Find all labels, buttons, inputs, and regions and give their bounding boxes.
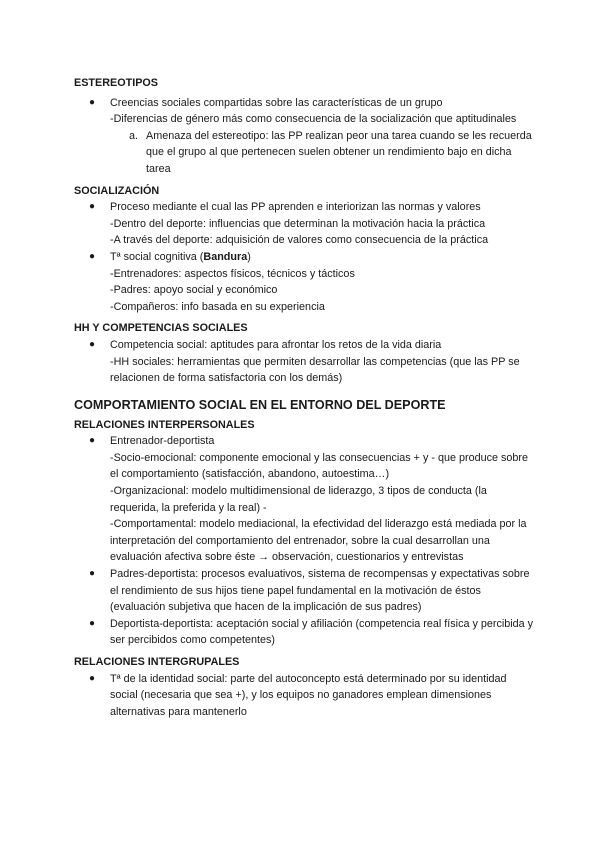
list-line: -Dentro del deporte: influencias que determinan la motivación hacia la práctica [110,217,486,230]
list-item [74,433,534,450]
list-item-text: Padres-deportista: procesos evaluativos, sistema de recompensas y expectativas sobre el rendimiento de sus hijos tiene papel fundamental en la motivación de éstos (evaluación subjetiva que hacen de la implicación de sus padres) [110,568,530,614]
sub-list-item [74,128,534,178]
heading-relaciones-interpersonales: RELACIONES INTERPERSONALES [74,418,255,431]
list-item [74,337,534,354]
list-item-text: Competencia social: aptitudes para afrontar los retos de la vida diaria [110,338,442,351]
heading-estereotipos: ESTEREOTIPOS [74,77,158,89]
list-item-text-bold: Bandura [203,250,248,263]
list-line: -Organizacional: modelo multidimensional de liderazgo, 3 tipos de conducta (la requerida, la preferida y la real) - [110,485,487,514]
bullet-icon: ● [89,435,96,447]
list-item-text: Creencias sociales compartidas sobre las características de un grupo [110,96,443,109]
heading-relaciones-intergrupales: RELACIONES INTERGRUPALES [74,656,240,668]
heading-socializacion: SOCIALIZACIÓN [74,184,160,197]
list-item [74,671,534,721]
list-item [74,199,534,216]
heading-hh-competencias: HH Y COMPETENCIAS SOCIALES [74,322,248,335]
list-line: -Diferencias de género más como consecuencia de la socialización que aptitudinales [110,113,517,126]
document-content [74,75,534,720]
list-item-text-post: ) [247,250,251,263]
bullet-icon: ● [89,96,96,108]
bullet-icon: ● [89,201,96,213]
bullet-icon: ● [89,250,96,262]
list-line: -Entrenadores: aspectos físicos, técnicos y tácticos [110,267,355,280]
list-line: -A través del deporte: adquisición de valores como consecuencia de la práctica [110,234,489,247]
sub-list-text: Amenaza del estereotipo: las PP realizan peor una tarea cuando se les recuerda que el grupo al que pertenecen suelen obtener un rendimiento bajo en dicha tarea [146,129,532,175]
list-item [74,566,534,616]
list-line: -Socio-emocional: componente emocional y las consecuencias + y - que produce sobre el comportamiento (satisfacción, abandono, autoestima…) [110,451,529,481]
bullet-icon: ● [89,338,96,350]
list-item-text: Proceso mediante el cual las PP aprenden e interiorizan las normas y valores [110,201,481,214]
heading-comportamiento-social: COMPORTAMIENTO SOCIAL EN EL ENTORNO DEL DEPORTE [74,397,446,412]
list-line: -Padres: apoyo social y económico [110,284,278,297]
list-item [74,616,534,649]
bullet-icon: ● [89,568,96,580]
list-item-text-pre: Tª social cognitiva ( [110,250,204,263]
list-line: -Compañeros: info basada en su experiencia [110,300,325,313]
list-line: -Comportamental: modelo mediacional, la efectividad del liderazgo está mediada por la interpretación del comportamiento del entrenador, sobre la cual desarrollan una evaluación afectiva sobre éste → observación, cuestionarios y entrevistas [110,518,527,564]
list-item-text: Entrenador-deportista [110,435,215,448]
list-line: -HH sociales: herramientas que permiten desarrollar las competencias (que las PP se relacionen de forma satisfactoria con los demás) [110,355,520,385]
list-item-text: Deportista-deportista: aceptación social y afiliación (competencia real física y percibida y ser percibidos como competentes) [110,617,534,647]
sub-list-marker: a. [129,129,139,142]
bullet-icon: ● [89,617,96,629]
list-item [74,249,534,266]
list-item [74,95,534,112]
bullet-icon: ● [89,672,96,684]
list-item-text: Tª de la identidad social: parte del autoconcepto está determinado por su identidad social (necesaria que sea +), y los equipos no ganadores emplean dimensiones alternativas para mantenerlo [110,672,507,718]
